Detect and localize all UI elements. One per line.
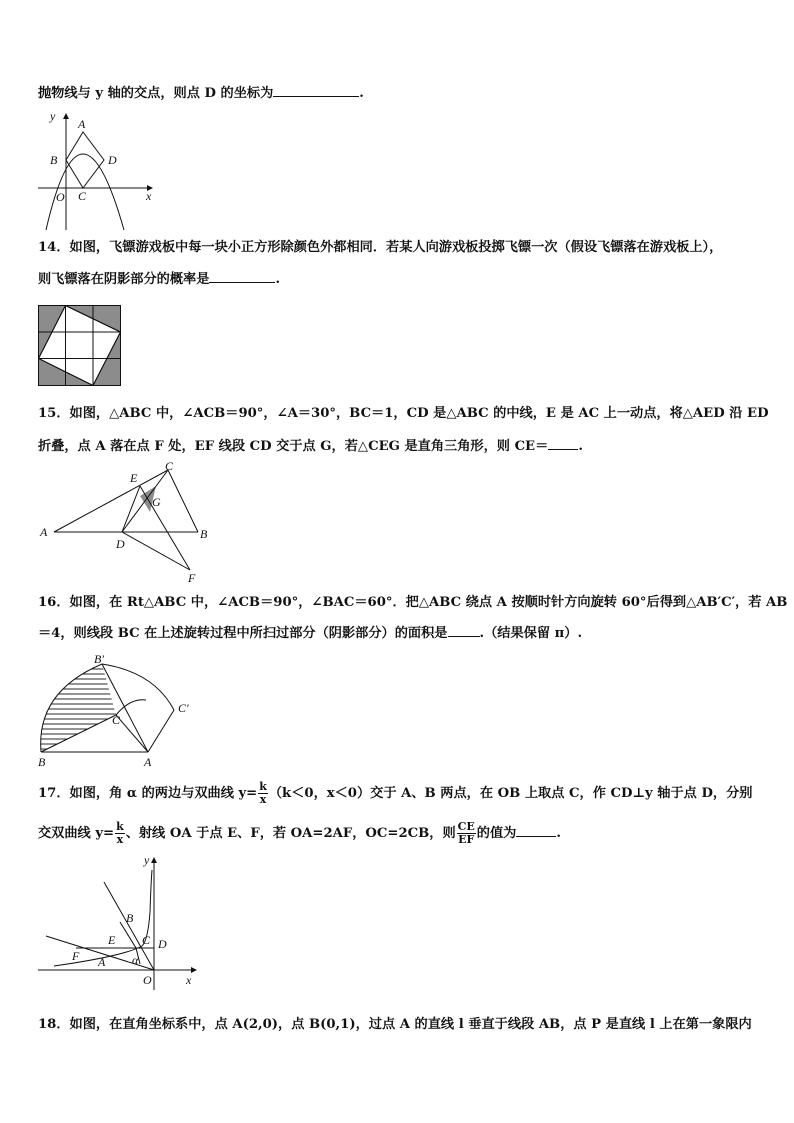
q14-answer-blank[interactable] xyxy=(209,270,275,283)
label-b: B xyxy=(200,527,208,541)
q16-rotation-figure xyxy=(34,652,200,770)
q14-line2: 则飞镖落在阴影部分的概率是 . xyxy=(38,272,281,287)
label-alpha: α xyxy=(132,953,139,967)
q13-text: 抛物线与 y 轴的交点，则点 D 的坐标为 . xyxy=(38,86,364,101)
inner-arc xyxy=(116,700,146,715)
fraction-ce-over-ef: $\frac{CE}{EF}$ xyxy=(457,820,475,846)
label-y: y xyxy=(144,853,150,867)
label-c: C xyxy=(112,713,121,727)
label-b-prime: B′ xyxy=(94,652,104,666)
q13-parabola-figure xyxy=(36,108,158,232)
label-a: A xyxy=(78,117,86,131)
label-o: O xyxy=(56,190,65,204)
label-e: E xyxy=(130,471,138,485)
q14-line1: 14．如图，飞镖游戏板中每一块小正方形除颜色外都相同．若某人向游戏板投掷飞镖一次（假设飞镖落在游戏板上）， xyxy=(38,240,723,255)
label-o: O xyxy=(143,973,152,987)
q17-line1: 17．如图，角 α 的两边与双曲线 y= $\frac{k}{x}$ （k＜0，x＜0）交于 A、B 两点，在 OB 上取点 C，作 CD⊥y 轴于点 D，分别 xyxy=(38,780,753,806)
q15-triangle-figure xyxy=(38,460,216,584)
label-c: C xyxy=(165,460,174,473)
q16-line1: 16．如图，在 Rt△ABC 中，∠ACB＝90°，∠BAC＝60°．把△ABC 绕点 A 按顺时针方向旋转 60°后得到△AB′C′，若 AB xyxy=(38,595,788,610)
label-a: A xyxy=(40,525,48,539)
q17-answer-blank[interactable] xyxy=(516,824,556,837)
q15-line2: 折叠，点 A 落在点 F 处，EF 线段 CD 交于点 G，若△CEG 是直角三角形，则 CE＝ . xyxy=(38,439,583,454)
label-f: F xyxy=(72,949,80,963)
q17-line2: 交双曲线 y= $\frac{k}{x}$ 、射线 OA 于点 E、F，若 OA=2AF，OC=2CB，则 $\frac{CE}{EF}$ 的值为 . xyxy=(38,820,561,846)
label-x: x xyxy=(186,973,192,987)
label-b: B xyxy=(126,911,134,925)
q15-line1: 15．如图，△ABC 中，∠ACB＝90°，∠A＝30°，BC＝1，CD 是△ABC 的中线，E 是 AC 上一动点，将△AED 沿 ED xyxy=(38,406,769,421)
label-x: x xyxy=(146,189,152,203)
q15-answer-blank[interactable] xyxy=(548,437,578,450)
q18-line1: 18．如图，在直角坐标系中，点 A(2,0)，点 B(0,1)，过点 A 的直线 l 垂直于线段 AB，点 P 是直线 l 上在第一象限内 xyxy=(38,1017,752,1032)
label-d: D xyxy=(158,937,167,951)
label-g: G xyxy=(152,495,161,509)
q13-answer-blank[interactable] xyxy=(273,84,359,97)
fraction-k-over-x-2: $\frac{k}{x}$ xyxy=(116,820,124,846)
label-y: y xyxy=(50,109,56,123)
shaded-swept-region xyxy=(41,664,116,752)
q16-line2: ＝4，则线段 BC 在上述旋转过程中所扫过部分（阴影部分）的面积是 .（结果保留 π）. xyxy=(38,626,583,641)
label-d: D xyxy=(108,153,117,167)
q14-dartboard-figure xyxy=(38,305,122,386)
label-e: E xyxy=(108,933,116,947)
fraction-k-over-x: $\frac{k}{x}$ xyxy=(259,780,267,806)
label-c: C xyxy=(142,933,151,947)
label-b: B xyxy=(50,153,58,167)
label-a: A xyxy=(144,755,152,769)
label-c: C xyxy=(78,189,87,203)
label-b: B xyxy=(38,755,46,769)
label-f: F xyxy=(188,571,196,584)
q16-answer-blank[interactable] xyxy=(448,624,480,637)
q17-hyperbola-figure xyxy=(36,852,204,992)
label-c-prime: C′ xyxy=(178,701,189,715)
label-d: D xyxy=(116,537,125,551)
label-a: A xyxy=(98,955,106,969)
